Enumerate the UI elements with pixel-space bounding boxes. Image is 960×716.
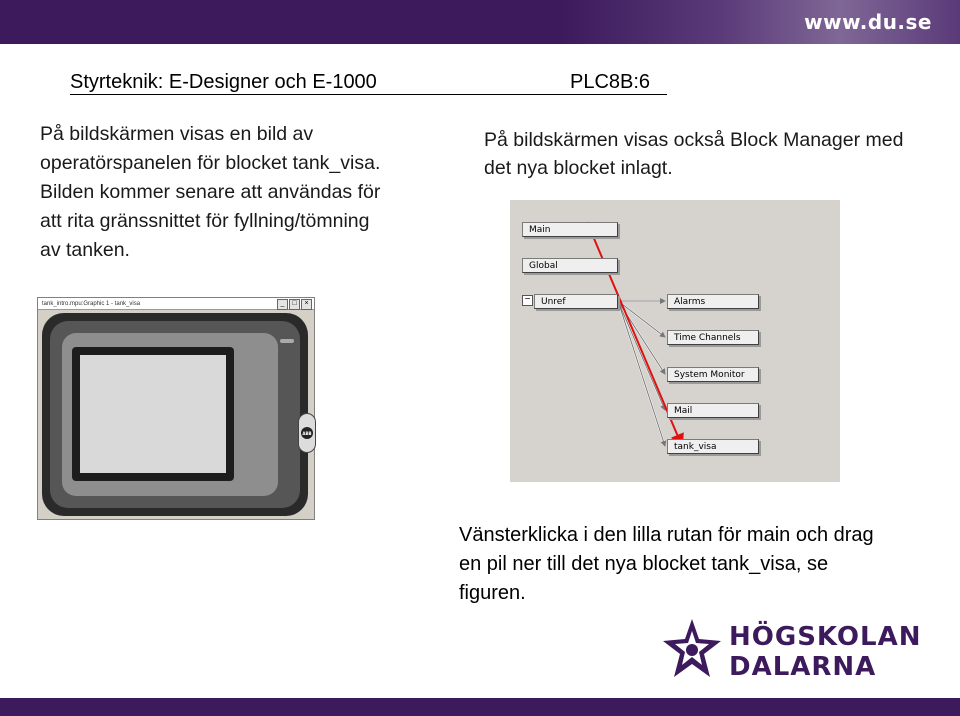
device-indicator [280,339,294,343]
site-url[interactable]: www.du.se [804,10,932,34]
operator-panel-device [42,313,312,516]
window-controls [277,299,312,310]
block-tank-visa[interactable]: tank_visa [667,439,759,454]
hogskolan-dalarna-logo [655,615,935,685]
collapse-toggle[interactable]: − [522,295,533,306]
header-bar [0,0,960,44]
block-unref[interactable]: Unref [534,294,618,309]
right-paragraph: På bildskärmen visas också Block Manager med det nya blocket inlagt. [484,129,904,179]
abb-logo-icon [299,414,315,452]
operator-panel-window [37,297,315,520]
screen-frame [72,347,234,481]
svg-text:ABB: ABB [302,431,312,436]
device-screen[interactable] [80,355,226,473]
panel-window-title: tank_intro.mpu:Graphic 1 - tank_visa [38,298,314,310]
left-paragraph: På bildskärmen visas en bild av operatörspanelen för blocket tank_visa. Bilden kommer senare att användas för att rita gränssnittet för fyllning/tömning av tanken. [40,123,381,261]
device-face [62,333,278,496]
title-underline [70,94,667,95]
block-alarms[interactable]: Alarms [667,294,759,309]
minimize-button[interactable]: _ [277,299,288,310]
logo-line2: DALARNA [729,652,877,682]
block-system-monitor[interactable]: System Monitor [667,367,759,382]
block-global[interactable]: Global [522,258,618,273]
star-emblem-icon [659,617,725,683]
instruction-paragraph: Vänsterklicka i den lilla rutan för main och drag en pil ner till det nya blocket tank_visa, se figuren. [459,524,874,604]
block-manager [510,200,840,482]
logo-line1: HÖGSKOLAN [729,622,922,652]
device-side-button [298,413,316,453]
close-button[interactable]: × [301,299,312,310]
block-time-channels[interactable]: Time Channels [667,330,759,345]
block-mail[interactable]: Mail [667,403,759,418]
connection-arrows [618,301,665,446]
maximize-button[interactable]: □ [289,299,300,310]
slide-title: Styrteknik: E-Designer och E-1000 [70,71,377,93]
block-main[interactable]: Main [522,222,618,237]
slide-code: PLC8B:6 [570,71,651,93]
device-bezel [50,321,312,508]
footer-bar [0,698,960,716]
